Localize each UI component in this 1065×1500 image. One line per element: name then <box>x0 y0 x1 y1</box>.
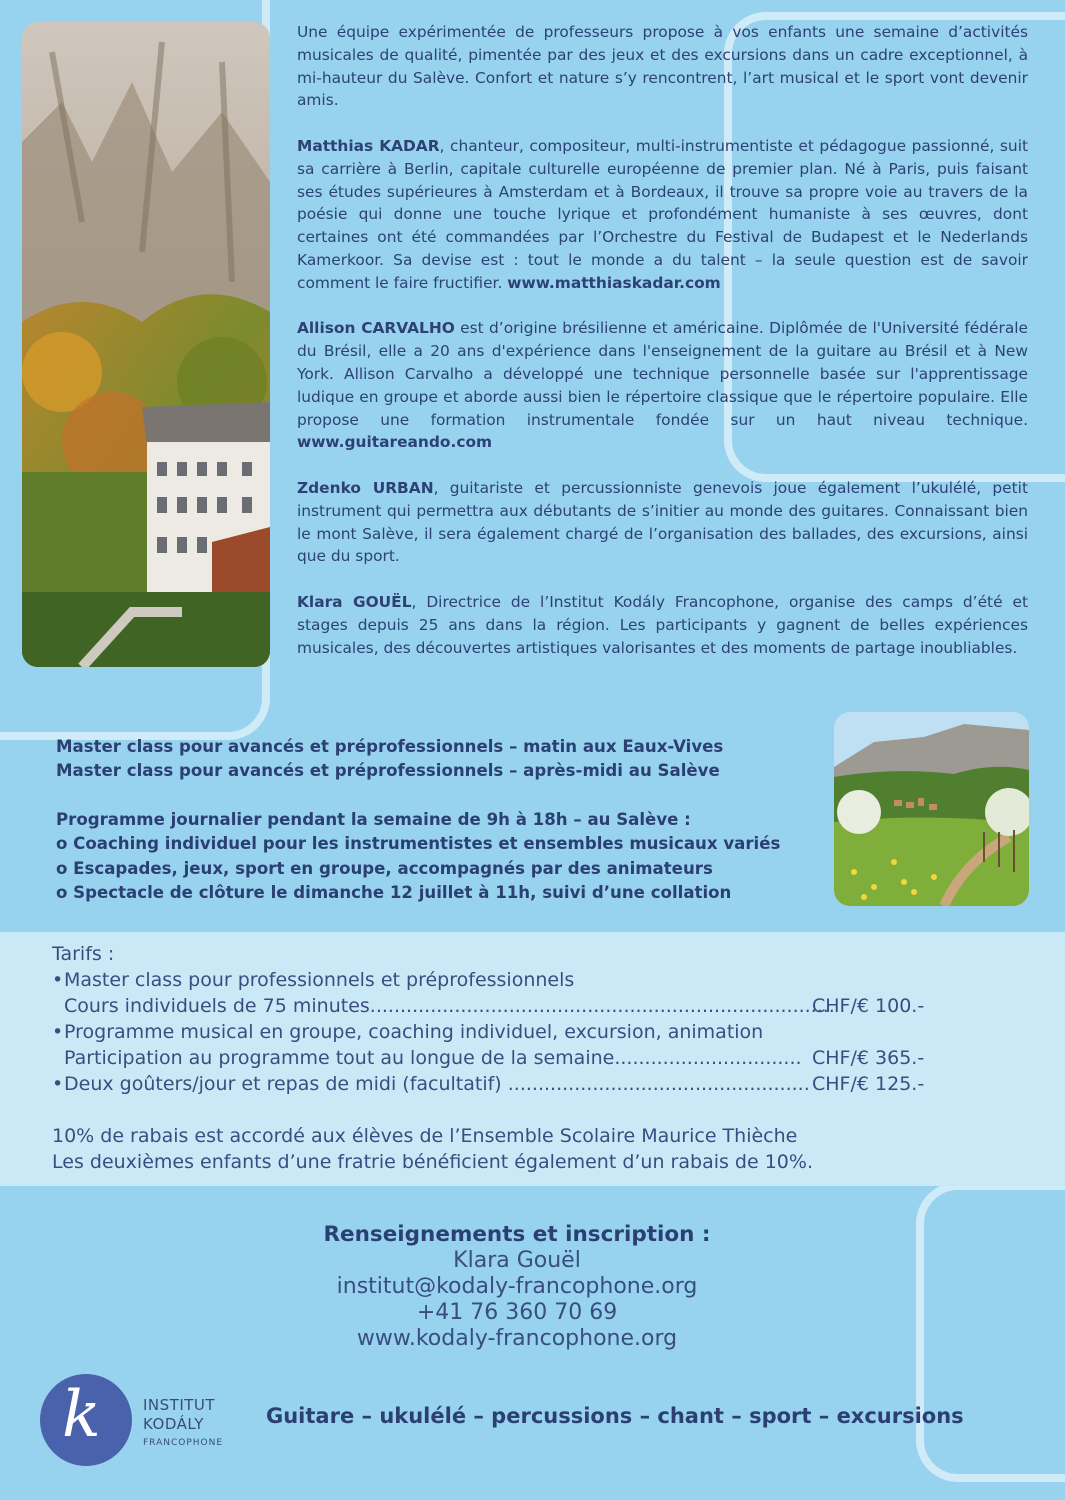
contact-name: Klara Gouël <box>453 1248 581 1273</box>
contact-phone[interactable]: +41 76 360 70 69 <box>416 1300 618 1325</box>
pricing-item-detail: Participation au programme tout au longue de la semaine <box>64 1047 615 1069</box>
decorative-frame <box>916 1182 1065 1482</box>
contact-block <box>267 1222 767 1352</box>
teacher-name: Allison CARVALHO <box>297 319 455 338</box>
logo-letter: k <box>62 1378 101 1452</box>
pricing-item: Deux goûters/jour et repas de midi (facultatif) <box>64 1073 502 1095</box>
price: CHF/€ 100.- <box>812 995 925 1017</box>
logo-text: FRANCOPHONE <box>143 1438 224 1448</box>
contact-website[interactable]: www.kodaly-francophone.org <box>356 1326 678 1351</box>
price: CHF/€ 125.- <box>812 1073 925 1095</box>
village-landscape-photo <box>834 712 1029 906</box>
logo-text: INSTITUT <box>143 1396 216 1414</box>
bio-paragraph: Zdenko URBAN, guitariste et percussionniste genevois joue également l’ukulélé, petit instrument qui permettra aux débutants de s’initier au monde des guitares. Connaissant bien le mont Salève, il sera également chargé de l’organisation des ballades, des excursions, ainsi que du sport. <box>297 478 1028 566</box>
program-list <box>56 735 816 905</box>
pricing-section: Tarifs : • Master class pour professionnels et préprofessionnels Cours individuels de 75 minutes............................................................................. CHF/€ 100.- • Programme musical en groupe, coaching individuel, excursion, animation Participation au programme tout au longue de la semaine............................... CHF/€ 365.- • Deux goûters/jour et repas de midi (facultatif) .................................................. CHF/€ 125.- 10% de rabais est accordé aux élèves de l’Ensemble Scolaire Maurice Thièche Les deuxièmes enfants d’une fratrie bénéficient également d’un rabais de 10%. <box>52 943 925 1173</box>
teacher-website-link[interactable]: www.guitareando.com <box>297 433 493 452</box>
program-line: Programme journalier pendant la semaine de 9h à 18h – au Salève : <box>56 809 691 829</box>
teacher-biographies <box>297 21 1028 682</box>
salève-building-photo <box>22 22 270 667</box>
teacher-website-link[interactable]: www.matthiaskadar.com <box>507 273 721 292</box>
teacher-name: Zdenko URBAN <box>297 478 434 497</box>
bio-paragraph: Matthias KADAR, chanteur, compositeur, multi-instrumentiste et pédagogue passionné, suit sa carrière à Berlin, capitale culturelle européenne de premier plan. Né à Paris, puis faisant ses études supérieures à Amsterdam et à Bordeaux, il trouve sa propre voie au travers de la poésie qui donne une touche lyrique et profondément humaniste à ses œuvres, dont certaines ont été commandées par l’Orchestre du Festival de Budapest et le Nederlands Kamerkoor. Sa devise est : tout le monde a du talent – la seule question est de savoir comment le faire fructifier. www.matthiaskadar.com <box>297 136 1028 292</box>
program-line: o Spectacle de clôture le dimanche 12 juillet à 11h, suivi d’une collation <box>56 883 732 903</box>
teacher-name: Klara GOUËL <box>297 592 412 611</box>
pricing-item-detail: Cours individuels de 75 minutes <box>64 995 370 1017</box>
discount-note: 10% de rabais est accordé aux élèves de l’Ensemble Scolaire Maurice Thièche <box>52 1125 798 1147</box>
pricing-item: Master class pour professionnels et préprofessionnels <box>64 969 575 991</box>
logo-text: KODÁLY <box>143 1415 204 1433</box>
activities-footer: Guitare – ukulélé – percussions – chant – sport – excursions <box>266 1404 964 1428</box>
price: CHF/€ 365.- <box>812 1047 925 1069</box>
program-line: Master class pour avancés et préprofessionnels – matin aux Eaux-Vives <box>56 737 724 756</box>
pricing-title: Tarifs : <box>52 943 115 965</box>
intro-paragraph: Une équipe expérimentée de professeurs propose à vos enfants une semaine d’activités musicales de qualité, pimentée par des jeux et des excursions dans un cadre exceptionnel, à mi-hauteur du Salève. Confort et nature s’y rencontrent, l’art musical et le sport vont devenir amis. <box>297 23 1028 110</box>
bio-paragraph: Klara GOUËL, Directrice de l’Institut Kodály Francophone, organise des camps d’été et stages depuis 25 ans dans la région. Les participants y gagnent de belles expériences musicales, des découvertes artistiques valorisantes et des moments de partage inoubliables. <box>297 592 1028 657</box>
pricing-item: Programme musical en groupe, coaching individuel, excursion, animation <box>64 1021 764 1043</box>
discount-note: Les deuxièmes enfants d’une fratrie bénéficient également d’un rabais de 10%. <box>52 1151 813 1173</box>
program-line: o Coaching individuel pour les instrumentistes et ensembles musicaux variés <box>56 834 781 854</box>
program-line: Master class pour avancés et préprofessionnels – après-midi au Salève <box>56 761 720 781</box>
program-line: o Escapades, jeux, sport en groupe, accompagnés par des animateurs <box>56 858 713 878</box>
contact-email[interactable]: institut@kodaly-francophone.org <box>336 1274 698 1299</box>
bio-paragraph: Allison CARVALHO est d’origine brésilienne et américaine. Diplômée de l'Université fédérale du Brésil, elle a 20 ans d'expérience dans l'enseignement de la guitare au Brésil et à New York. Allison Carvalho a développé une technique personnelle basée sur l'apprentissage ludique en groupe et aborde aussi bien le répertoire classique que le répertoire populaire. Elle propose une formation instrumentale fondée sur un haut niveau technique. www.guitareando.com <box>297 319 1028 452</box>
contact-title: Renseignements et inscription : <box>323 1222 711 1247</box>
institut-kodaly-logo <box>40 1374 260 1469</box>
teacher-name: Matthias KADAR <box>297 136 440 155</box>
